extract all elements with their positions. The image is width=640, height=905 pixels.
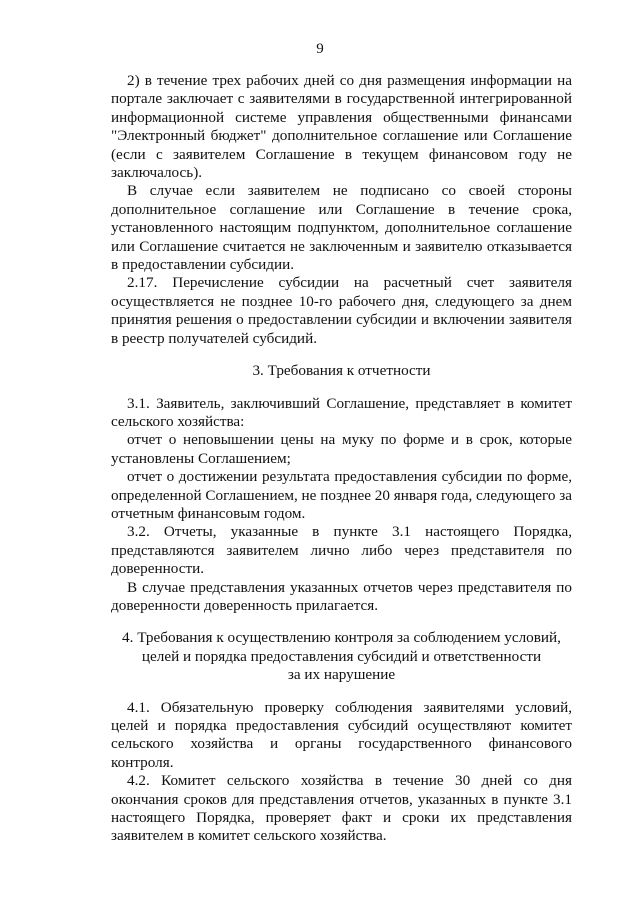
page-number: 9 (316, 41, 324, 57)
paragraph-3-1-report-result: отчет о достижении результата предоставления субсидии по форме, определенной Соглашением, не позднее 20 января года, следующего за отчетным финансовым годом. (111, 468, 572, 522)
section-3-heading: 3. Требования к отчетности (252, 362, 431, 380)
section-4-heading (111, 629, 572, 684)
paragraph-4-2: 4.2. Комитет сельского хозяйства в течение 30 дней со дня окончания сроков для представления отчетов, указанных в пункте 3.1 настоящего Порядка, проверяет факт и сроки их представления заявителем в комитет сельского хозяйства. (111, 772, 572, 845)
section-4-heading-line: за их нарушение (287, 666, 396, 684)
section-4-heading-line: 4. Требования к осуществлению контроля за соблюдением условий, (122, 629, 561, 647)
paragraph-refusal-condition: В случае если заявителем не подписано со своей стороны дополнительное соглашение или Соглашение в течение срока, установленного настоящим подпунктом, дополнительное соглашение или Соглашение считается не заключенным и заявителю отказывается в предоставлении субсидии. (111, 182, 572, 274)
paragraph-3-2-proxy: В случае представления указанных отчетов через представителя по доверенности доверенность прилагается. (111, 578, 572, 614)
paragraph-3-2: 3.2. Отчеты, указанные в пункте 3.1 настоящего Порядка, представляются заявителем лично либо через представителя по доверенности. (111, 523, 572, 578)
paragraph-3-1: 3.1. Заявитель, заключивший Соглашение, представляет в комитет сельского хозяйства: (111, 394, 572, 430)
paragraph-3-1-report-price: отчет о неповышении цены на муку по форме и в срок, которые установлены Соглашением; (111, 431, 572, 467)
section-4-heading-line: целей и порядка предоставления субсидий и ответственности (141, 647, 542, 665)
paragraph-4-1: 4.1. Обязательную проверку соблюдения заявителями условий, целей и порядка предоставления субсидий осуществляют комитет сельского хозяйства и органы государственного финансового контроля. (111, 698, 572, 771)
paragraph-2-16-item-2: 2) в течение трех рабочих дней со дня размещения информации на портале заключает с заявителями в государственной интегрированной информационной системе управления общественными финансами "Электронный бюджет" дополнительное соглашение или Соглашение (если с заявителем Соглашение в текущем финансовом году не заключалось). (111, 72, 572, 182)
document-body (111, 72, 572, 846)
paragraph-2-17: 2.17. Перечисление субсидии на расчетный счет заявителя осуществляется не позднее 10-го рабочего дня, следующего за днем принятия решения о предоставлении субсидии и включении заявителя в реестр получателей субсидий. (111, 274, 572, 347)
